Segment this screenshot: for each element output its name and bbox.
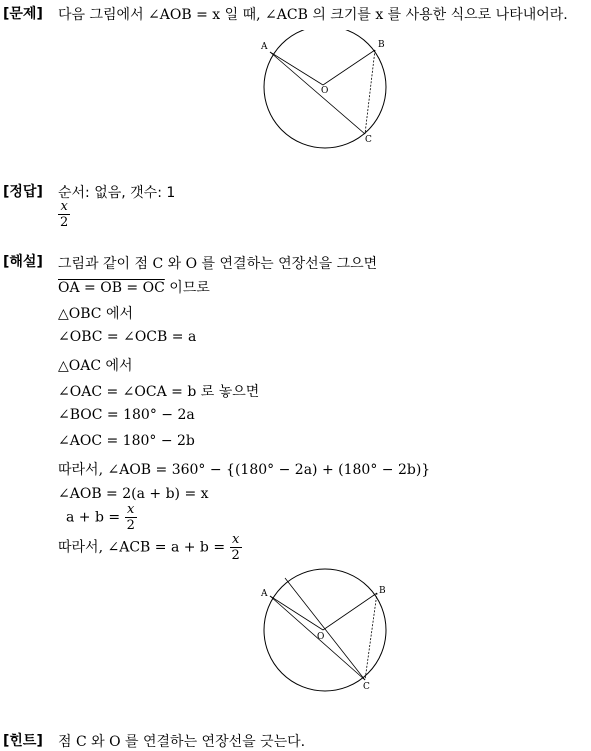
answer-frac-den: 2 <box>60 215 69 230</box>
label-o: O <box>317 632 325 642</box>
solution-frac-den: 2 <box>126 518 135 533</box>
extension-co <box>285 578 365 680</box>
solution-line: △OAC 에서 <box>58 358 133 374</box>
solution-frac-num: x <box>230 532 242 548</box>
answer-value <box>58 199 70 230</box>
problem-text: 다음 그림에서 ∠AOB = x 일 때, ∠ACB 의 크기를 x 를 사용한 식으로 나타내어라. <box>58 7 568 23</box>
solution-line: ∠OAC = ∠OCA = b 로 놓으면 <box>58 384 260 400</box>
segment-ac <box>270 52 365 134</box>
segment-bc <box>365 50 375 134</box>
circle-figure-2 <box>255 568 395 693</box>
solution-line: 그림과 같이 점 C 와 O 를 연결하는 연장선을 그으면 <box>58 256 378 272</box>
solution-line-text: 따라서, ∠ACB = a + b = <box>58 539 226 556</box>
label-b: B <box>379 586 386 596</box>
solution-frac-num: x <box>125 502 137 518</box>
label-c: C <box>365 135 372 145</box>
segment-ob <box>323 593 377 630</box>
problem-tag: [문제] <box>3 6 43 22</box>
hint-tag: [힌트] <box>3 733 43 749</box>
circle-figure-1 <box>255 30 395 150</box>
label-b: B <box>378 40 385 50</box>
solution-line <box>58 277 210 297</box>
solution-line: ∠AOB = 2(a + b) = x <box>58 486 209 502</box>
segment-ao <box>270 52 323 85</box>
segment-ao <box>270 596 323 630</box>
solution-line: ∠OBC = ∠OCB = a <box>58 329 197 345</box>
solution-line <box>58 532 242 563</box>
solution-line: △OBC 에서 <box>58 306 134 322</box>
circle <box>264 569 386 691</box>
answer-unit-info: 순서: 없음, 갯수: 1 <box>58 185 176 201</box>
label-o: O <box>321 86 329 96</box>
solution-frac-den: 2 <box>231 548 240 563</box>
solution-line: ∠AOC = 180° − 2b <box>58 433 195 449</box>
solution-tag: [해설] <box>3 254 43 270</box>
segment-bc <box>365 593 377 680</box>
label-a: A <box>261 589 268 599</box>
answer-frac-num: x <box>58 199 70 215</box>
segment-ob <box>323 50 375 85</box>
solution-line-text: a + b = <box>66 509 121 526</box>
label-a: A <box>261 42 268 52</box>
solution-line <box>66 502 137 533</box>
answer-tag: [정답] <box>3 184 43 200</box>
segment-equality: OA = OB = OC <box>58 280 165 296</box>
label-c: C <box>363 682 370 692</box>
solution-line-suffix: 이므로 <box>164 280 210 296</box>
solution-line: 따라서, ∠AOB = 360° − {(180° − 2a) + (180° − 2b)} <box>58 462 431 478</box>
solution-line: ∠BOC = 180° − 2a <box>58 407 195 423</box>
hint-text: 점 C 와 O 를 연결하는 연장선을 긋는다. <box>58 734 306 750</box>
